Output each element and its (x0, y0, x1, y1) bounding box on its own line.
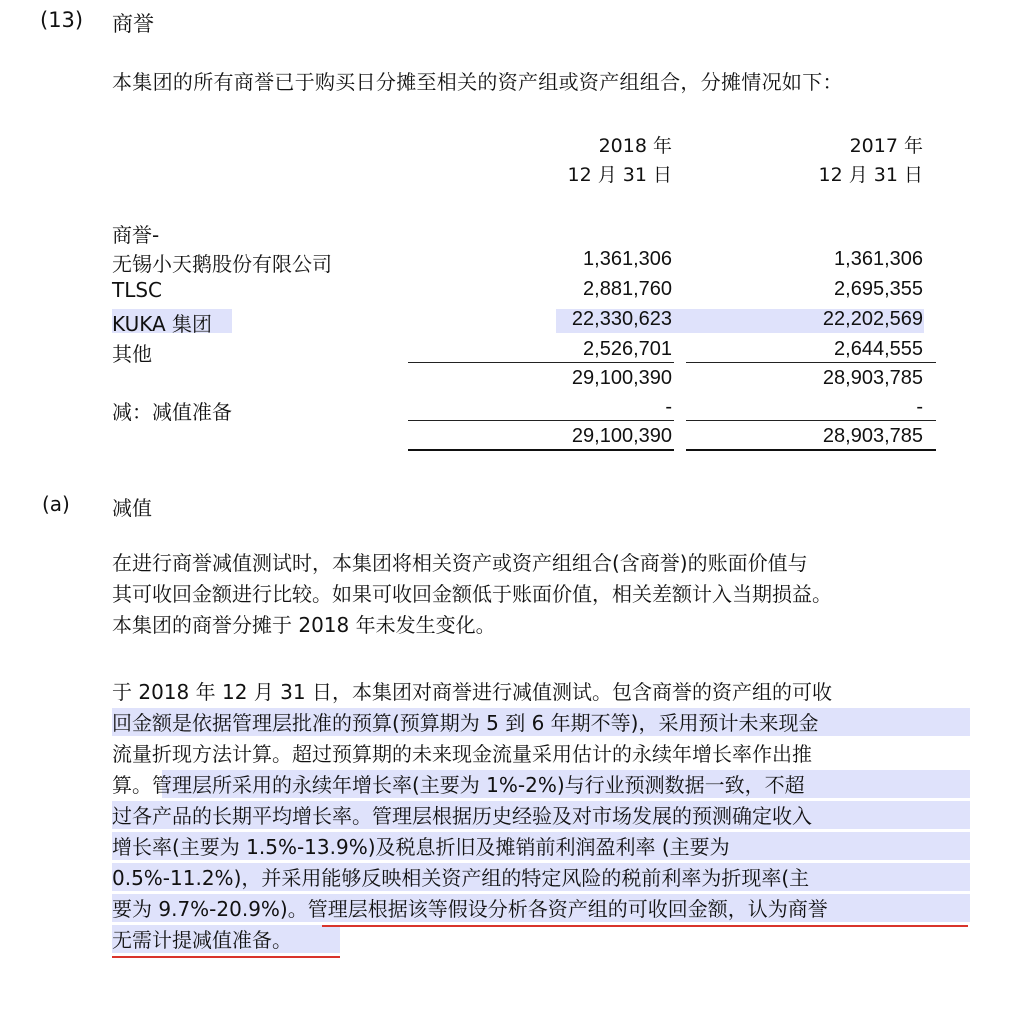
paragraph-1 (112, 548, 832, 641)
total-double-rule (408, 449, 674, 451)
subtotal-2017: 28,903,785 (822, 367, 923, 389)
paragraph-line: 0.5%-11.2%)，并采用能够反映相关资产组的特定风险的税前利率为折现率(主 (112, 866, 810, 890)
paragraph-line: 其可收回金额进行比较。如果可收回金额低于账面价值，相关差额计入当期损益。 (112, 582, 832, 606)
row-value-2017: 22,202,569 (822, 308, 923, 330)
col-2017-date: 12 月 31 日 (818, 164, 923, 186)
paragraph-line: 无需计提减值准备。 (112, 928, 292, 952)
row-value-2018: 2,526,701 (583, 338, 672, 360)
less-2017: - (916, 396, 923, 418)
less-label: 减：减值准备 (112, 400, 232, 424)
col-2017-year: 2017 年 (849, 135, 923, 157)
subsection-number: (a) (42, 492, 70, 516)
paragraph-line: 本集团的商誉分摊于 2018 年未发生变化。 (112, 613, 496, 637)
table-rule (686, 362, 936, 363)
paragraph-line: 回金额是依据管理层批准的预算(预算期为 5 到 6 年期不等)，采用预计未来现金 (112, 711, 819, 735)
row-label: TLSC (112, 278, 163, 302)
subsection-title: 减值 (112, 496, 152, 520)
col-2018-year: 2018 年 (598, 135, 672, 157)
paragraph-2 (112, 677, 832, 956)
section-number: (13) (40, 8, 84, 32)
table-rule (686, 420, 936, 421)
row-value-2018: 2,881,760 (583, 278, 672, 300)
col-2018-date: 12 月 31 日 (567, 164, 672, 186)
paragraph-line: 算。管理层所采用的永续年增长率(主要为 1%-2%)与行业预测数据一致，不超 (112, 773, 805, 797)
total-2017: 28,903,785 (822, 425, 923, 447)
paragraph-line: 要为 9.7%-20.9%)。管理层根据该等假设分析各资产组的可收回金额，认为商誉 (112, 897, 828, 921)
group-label: 商誉- (112, 223, 160, 247)
red-underline (112, 956, 340, 958)
row-value-2018: 22,330,623 (571, 308, 672, 330)
paragraph-line: 过各产品的长期平均增长率。管理层根据历史经验及对市场发展的预测确定收入 (112, 804, 812, 828)
intro-text: 本集团的所有商誉已于购买日分摊至相关的资产组或资产组组合，分摊情况如下： (112, 70, 843, 94)
row-value-2018: 1,361,306 (583, 248, 672, 270)
table-rule (408, 420, 674, 421)
table-rule (408, 362, 674, 363)
row-label: 其他 (112, 342, 152, 366)
paragraph-line: 在进行商誉减值测试时，本集团将相关资产或资产组组合(含商誉)的账面价值与 (112, 551, 808, 575)
less-2018: - (665, 396, 672, 418)
row-value-2017: 2,695,355 (834, 278, 923, 300)
section-title: 商誉 (112, 12, 154, 36)
subtotal-2018: 29,100,390 (571, 367, 672, 389)
paragraph-line: 流量折现方法计算。超过预算期的未来现金流量采用估计的永续年增长率作出推 (112, 742, 812, 766)
row-label: 无锡小天鹅股份有限公司 (112, 252, 332, 276)
row-value-2017: 1,361,306 (834, 248, 923, 270)
paragraph-line: 于 2018 年 12 月 31 日，本集团对商誉进行减值测试。包含商誉的资产组的可收 (112, 680, 832, 704)
paragraph-line: 增长率(主要为 1.5%-13.9%)及税息折旧及摊销前利润盈利率 (主要为 (112, 835, 730, 859)
row-value-2017: 2,644,555 (834, 338, 923, 360)
red-underline (322, 925, 968, 927)
total-2018: 29,100,390 (571, 425, 672, 447)
total-double-rule (686, 449, 936, 451)
row-label: KUKA 集团 (112, 312, 213, 336)
